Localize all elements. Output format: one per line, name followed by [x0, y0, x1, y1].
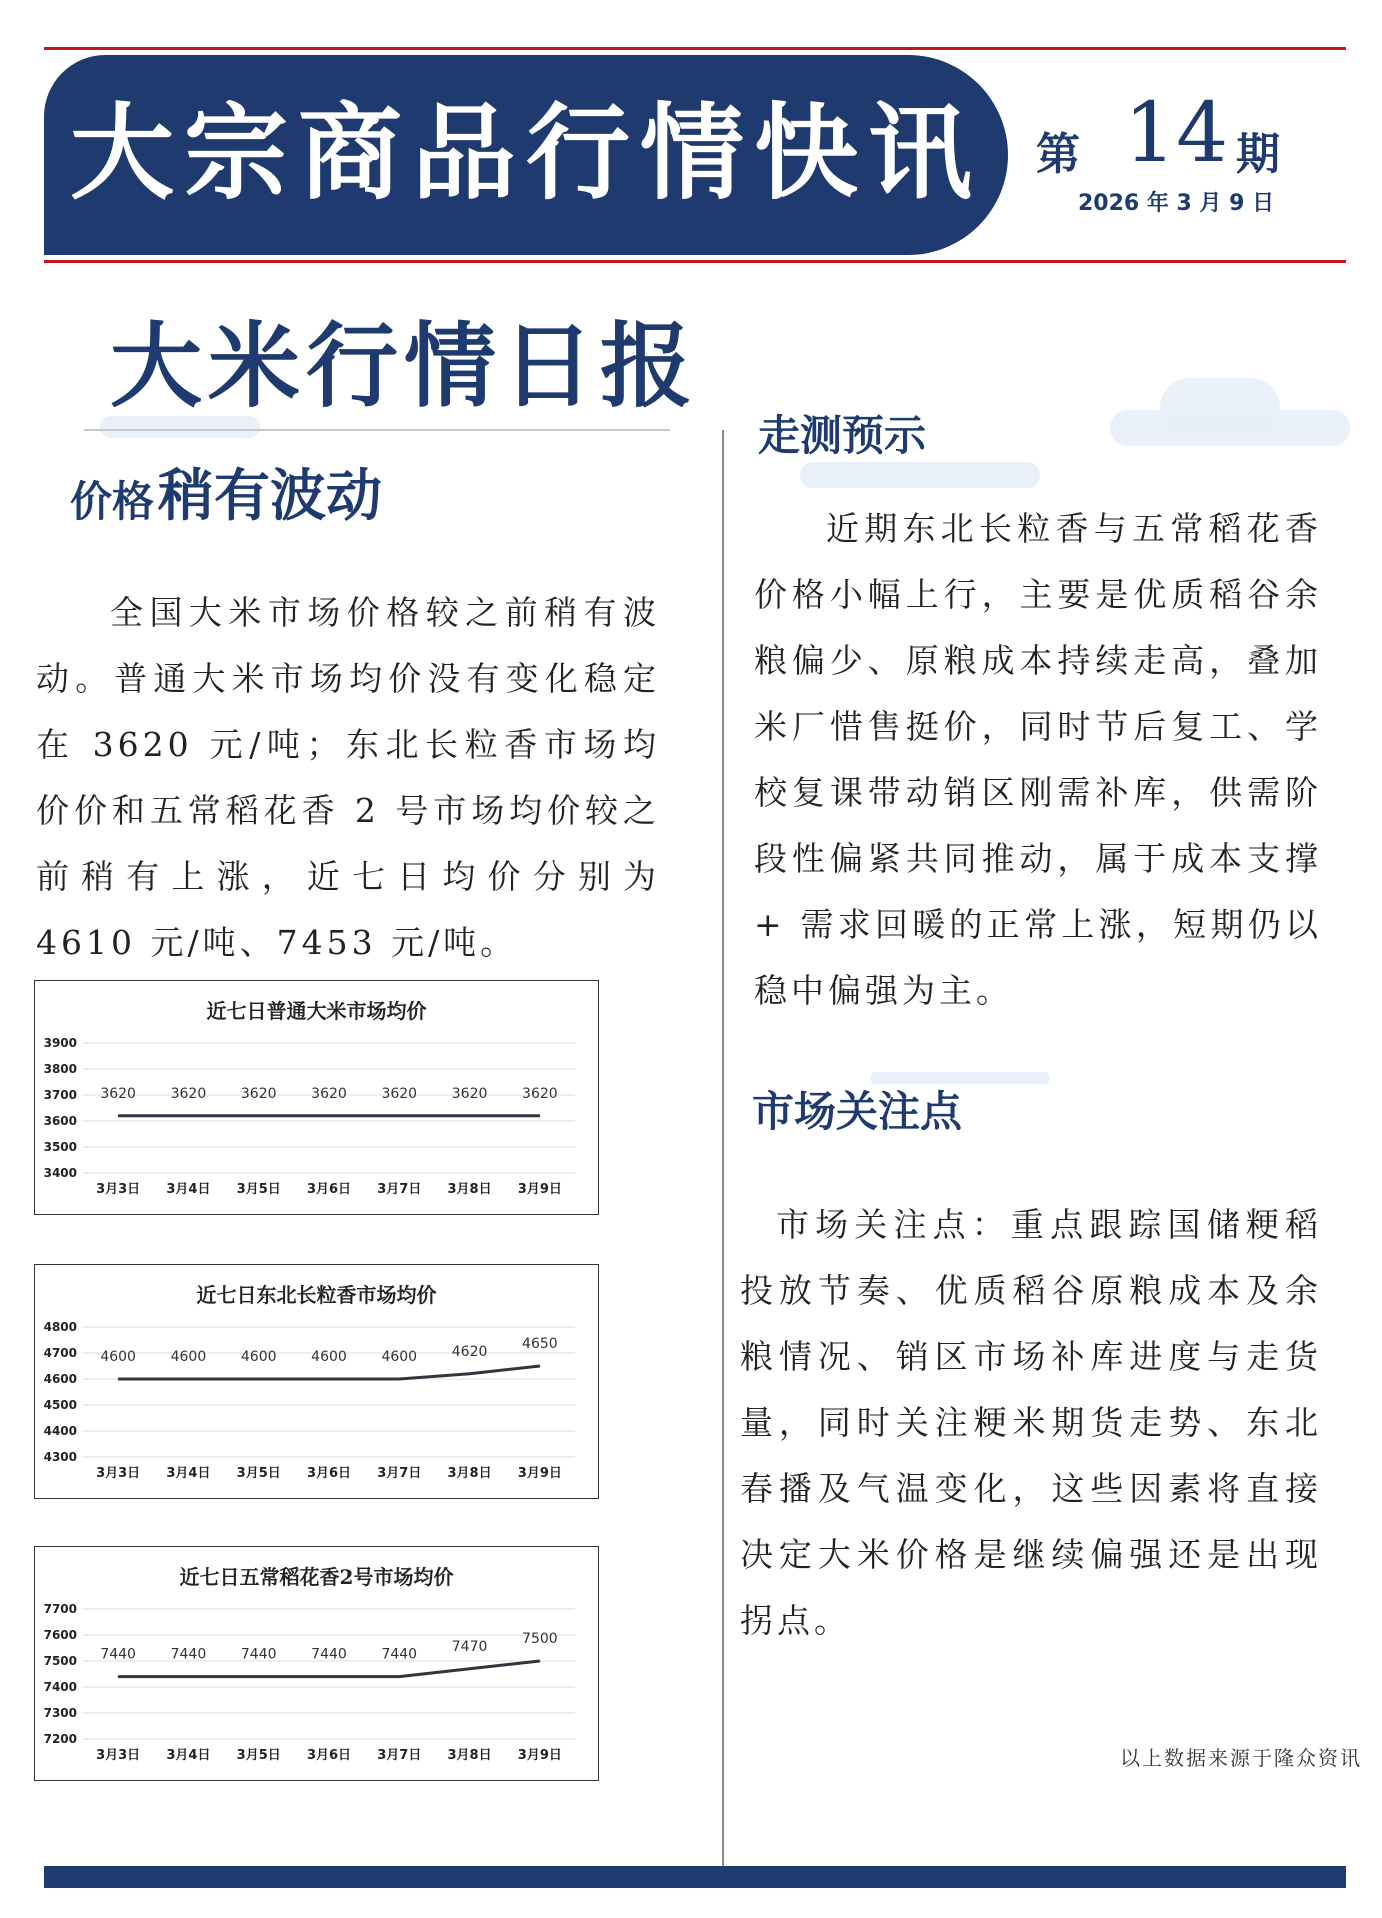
footer-bar	[44, 1866, 1346, 1888]
left-heading-part-a: 价格	[70, 477, 155, 526]
cloud-decoration	[800, 462, 1040, 488]
data-label: 7440	[311, 1646, 347, 1663]
data-label: 4600	[240, 1349, 277, 1365]
data-point	[329, 1676, 330, 1677]
header-top-rule	[44, 47, 1346, 50]
focus-heading: 市场关注点	[752, 1087, 963, 1136]
y-tick-label: 7600	[43, 1628, 77, 1642]
data-label: 4620	[451, 1343, 488, 1360]
data-point	[118, 1379, 119, 1380]
cloud-decoration	[1160, 378, 1280, 438]
chart-title: 近七日普通大米市场均价	[206, 999, 427, 1023]
focus-paragraph: 市场关注点：重点跟踪国储粳稻投放节奏、优质稻谷原粮成本及余粮情况、销区市场补库进度与走货量，同时关注粳米期货走势、东北春播及气温变化，这些因素将直接决定大米价格是继续偏强还是出现拐点。	[740, 1205, 1322, 1640]
data-point	[188, 1676, 189, 1677]
banner-title: 大宗商品行情快讯	[70, 91, 983, 214]
forecast-paragraph: 近期东北长粒香与五常稻花香价格小幅上行，主要是优质稻谷余粮偏少、原粮成本持续走高，叠加米厂惜售挺价，同时节后复工、学校复课带动销区刚需补库，供需阶段性偏紧共同推动，属于成本支撑 + 需求回暖的正常上涨，短期仍以稳中偏强为主。	[754, 509, 1322, 1010]
y-tick-label: 7400	[43, 1680, 77, 1694]
issue-number: 14	[1124, 86, 1229, 181]
x-tick-label: 3月8日	[447, 1748, 492, 1763]
data-label: 7440	[240, 1646, 277, 1663]
y-tick-label: 4400	[43, 1424, 77, 1438]
data-point	[539, 1661, 540, 1662]
x-tick-label: 3月8日	[447, 1182, 492, 1197]
y-tick-label: 3800	[43, 1062, 77, 1076]
data-point	[399, 1379, 400, 1380]
data-label: 7440	[170, 1646, 207, 1663]
data-point	[258, 1379, 259, 1380]
y-tick-label: 4300	[43, 1450, 77, 1464]
y-tick-label: 3400	[43, 1166, 77, 1180]
data-point	[399, 1115, 400, 1116]
issue-suffix: 期	[1236, 129, 1280, 180]
header-bottom-rule	[44, 260, 1346, 263]
data-point	[118, 1676, 119, 1677]
x-tick-label: 3月5日	[236, 1182, 281, 1197]
x-tick-label: 3月3日	[96, 1748, 141, 1763]
y-tick-label: 4700	[43, 1346, 77, 1360]
chart-title: 近七日五常稻花香2号市场均价	[179, 1565, 454, 1589]
x-tick-label: 3月7日	[377, 1748, 422, 1763]
x-tick-label: 3月3日	[96, 1182, 141, 1197]
x-tick-label: 3月6日	[306, 1748, 352, 1763]
data-label: 3620	[522, 1085, 558, 1102]
data-label: 3620	[311, 1085, 347, 1102]
x-tick-label: 3月4日	[166, 1466, 211, 1481]
issue-prefix: 第	[1036, 129, 1080, 180]
series-line	[118, 1366, 540, 1379]
x-tick-label: 3月8日	[447, 1466, 492, 1481]
chart-title: 近七日东北长粒香市场均价	[196, 1283, 437, 1307]
y-tick-label: 3900	[43, 1036, 77, 1050]
data-point	[188, 1115, 189, 1116]
data-point	[258, 1676, 259, 1677]
x-tick-label: 3月3日	[96, 1466, 141, 1481]
forecast-heading: 走测预示	[758, 411, 927, 460]
data-source-note: 以上数据来源于隆众资讯	[1120, 1746, 1362, 1770]
title-underline	[84, 429, 670, 431]
data-label: 4650	[522, 1336, 558, 1352]
x-tick-label: 3月4日	[166, 1182, 211, 1197]
issue-date: 2026 年 3 月 9 日	[1078, 191, 1275, 216]
data-point	[258, 1115, 259, 1116]
data-label: 3620	[100, 1085, 136, 1102]
data-point	[539, 1366, 540, 1367]
chart-svg	[35, 981, 598, 1214]
data-label: 3620	[170, 1085, 207, 1102]
x-tick-label: 3月5日	[236, 1748, 281, 1763]
left-paragraph: 全国大米市场价格较之前稍有波动。普通大米市场均价没有变化稳定在 3620 元/吨；东北长粒香市场均价价和五常稻花香 2 号市场均价较之前稍有上涨，近七日均价分别为 4610 元/吨、7453 元/吨。	[36, 593, 660, 962]
y-tick-label: 7500	[43, 1654, 77, 1668]
x-tick-label: 3月4日	[166, 1748, 211, 1763]
x-tick-label: 3月6日	[306, 1182, 352, 1197]
y-tick-label: 3600	[43, 1114, 77, 1128]
data-point	[399, 1676, 400, 1677]
data-label: 3620	[381, 1085, 418, 1102]
chart-svg	[35, 1547, 598, 1780]
y-tick-label: 7300	[43, 1706, 77, 1720]
data-label: 7440	[100, 1646, 136, 1663]
data-label: 4600	[100, 1349, 136, 1365]
data-point	[539, 1115, 540, 1116]
data-label: 3620	[240, 1085, 277, 1102]
y-tick-label: 3500	[43, 1140, 77, 1154]
chart-wuchang-daohuaxiang	[34, 1546, 599, 1781]
chart-svg	[35, 1265, 598, 1498]
y-tick-label: 4500	[43, 1398, 77, 1412]
data-point	[469, 1115, 470, 1116]
chart-changlixiang	[34, 1264, 599, 1499]
x-tick-label: 3月7日	[377, 1182, 422, 1197]
data-point	[118, 1115, 119, 1116]
data-label: 4600	[381, 1349, 418, 1365]
x-tick-label: 3月7日	[377, 1466, 422, 1481]
x-tick-label: 3月9日	[517, 1182, 562, 1197]
column-divider	[722, 430, 724, 1870]
data-label: 7470	[451, 1638, 488, 1655]
data-label: 4600	[170, 1349, 207, 1365]
data-label: 7440	[381, 1646, 418, 1663]
y-tick-label: 7700	[43, 1602, 77, 1616]
y-tick-label: 4600	[43, 1372, 77, 1386]
data-point	[188, 1379, 189, 1380]
x-tick-label: 3月5日	[236, 1466, 281, 1481]
left-heading-part-b: 稍有波动	[158, 464, 382, 529]
y-tick-label: 4800	[43, 1320, 77, 1334]
chart-ordinary-rice	[34, 980, 599, 1215]
data-point	[329, 1115, 330, 1116]
data-point	[469, 1373, 470, 1374]
data-label: 3620	[451, 1085, 488, 1102]
y-tick-label: 3700	[43, 1088, 77, 1102]
data-label: 4600	[311, 1349, 347, 1365]
series-line	[118, 1661, 540, 1677]
data-point	[469, 1668, 470, 1669]
x-tick-label: 3月6日	[306, 1466, 352, 1481]
data-label: 7500	[522, 1631, 558, 1647]
y-tick-label: 7200	[43, 1732, 77, 1746]
x-tick-label: 3月9日	[517, 1748, 562, 1763]
report-title: 大米行情日报	[110, 313, 699, 420]
x-tick-label: 3月9日	[517, 1466, 562, 1481]
data-point	[329, 1379, 330, 1380]
